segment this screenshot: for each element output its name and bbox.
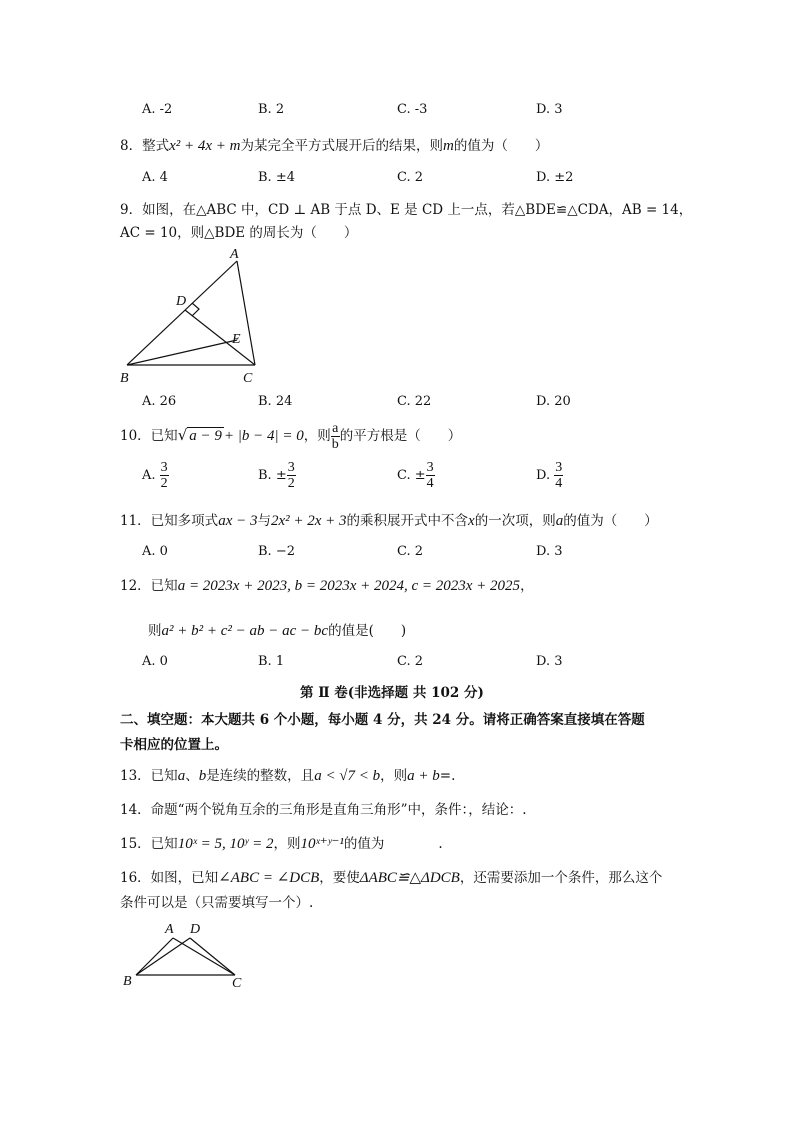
q13-stem: 13．已知a、b是连续的整数，且a < √7 < b，则a + b=. <box>120 768 456 784</box>
q16-segment-dc <box>190 938 235 975</box>
q11-option-d: D. 3 <box>536 544 563 559</box>
q9-label-e: E <box>232 332 241 347</box>
section2-instructions-line2: 卡相应的位置上。 <box>120 737 228 753</box>
q9-segment-ba <box>127 261 237 365</box>
q12-option-a: A. 0 <box>142 654 168 669</box>
q15-stem: 15．已知10ˣ = 5, 10ʸ = 2，则10ˣ⁺ʸ⁻¹的值为 . <box>120 836 443 852</box>
q9-segment-dc <box>185 310 255 365</box>
q8-option-b: B. ±4 <box>258 170 295 185</box>
q7-option-a: A. -2 <box>142 102 173 117</box>
q10-fraction: $\frac{a}{b}$ <box>331 421 339 452</box>
q9-segment-ac <box>237 261 255 365</box>
q10-option-a: A. $\frac{3}{2}$ <box>142 460 168 491</box>
q8-stem: 8．整式x² + 4x + m为某完全平方式展开后的结果，则m的值为（ ） <box>120 138 549 154</box>
q7-option-c: C. -3 <box>397 102 428 117</box>
q16-label-c: C <box>232 976 242 990</box>
q9-option-c: C. 22 <box>397 394 432 409</box>
q12-stem-line1: 12．已知a = 2023x + 2023, b = 2023x + 2024, c = 2023x + 2025， <box>120 578 534 594</box>
q9-stem-line1: 9．如图，在△ABC 中，CD ⊥ AB 于点 D、E 是 CD 上一点，若△BDE≌△CDA，AB = 14， <box>120 202 693 218</box>
q9-right-angle-mark <box>192 303 199 316</box>
q12-stem-line2: 则a² + b² + c² − ab − ac − bc的值是( ) <box>148 623 407 639</box>
q11-option-a: A. 0 <box>142 544 168 559</box>
q11-option-b: B. −2 <box>258 544 295 559</box>
q12-option-c: C. 2 <box>397 654 424 669</box>
q9-segment-be <box>127 340 237 365</box>
q9-option-a: A. 26 <box>142 394 177 409</box>
q9-option-d: D. 20 <box>536 394 571 409</box>
q9-label-d: D <box>176 294 187 309</box>
q14-stem: 14．命题“两个锐角互余的三角形是直角三角形”中，条件：，结论：. <box>120 802 527 818</box>
q16-label-b: B <box>123 974 132 989</box>
q10-option-c: C. ± $\frac{3}{4}$ <box>397 460 434 491</box>
section2-instructions-line1: 二、填空题：本大题共 6 个小题，每小题 4 分，共 24 分。请将正确答案直接填在答题 <box>120 712 645 728</box>
q9-option-b: B. 24 <box>258 394 293 409</box>
q16-label-d: D <box>190 922 201 937</box>
q9-label-c: C <box>243 371 253 386</box>
q10-option-b: B. ± $\frac{3}{2}$ <box>258 460 295 491</box>
q16-stem-line1: 16．如图，已知∠ABC = ∠DCB，要使ΔABC≌△ΔDCB，还需要添加一个条件，那么这个 <box>120 870 663 886</box>
q16-label-a: A <box>165 922 174 937</box>
q11-option-c: C. 2 <box>397 544 424 559</box>
q11-stem: 11．已知多项式ax − 3与2x² + 2x + 3的乘积展开式中不含x的一次项，则a的值为（ ） <box>120 513 658 529</box>
q9-stem-line2: AC = 10，则△BDE 的周长为（ ） <box>120 225 358 241</box>
q16-segment-ba <box>136 938 173 975</box>
q12-option-b: B. 1 <box>258 654 285 669</box>
q9-triangle-figure <box>115 242 275 387</box>
q7-option-d: D. 3 <box>536 102 563 117</box>
q16-segment-bd <box>136 938 190 975</box>
q10-option-d: D. $\frac{3}{4}$ <box>536 460 563 491</box>
section2-title: 第 Ⅱ 卷(非选择题 共 102 分) <box>300 685 484 701</box>
q16-stem-line2: 条件可以是（只需要填写一个）. <box>120 895 314 911</box>
q8-option-d: D. ±2 <box>536 170 574 185</box>
q16-triangles-figure <box>118 918 248 990</box>
q12-option-d: D. 3 <box>536 654 563 669</box>
q9-label-b: B <box>120 371 129 386</box>
q8-option-a: A. 4 <box>142 170 168 185</box>
q10-stem: 10．已知√ a − 9 + |b − 4| = 0，则 $\frac{a}{b}$ 的平方根是（ ） <box>120 421 462 452</box>
q8-option-c: C. 2 <box>397 170 424 185</box>
q7-option-b: B. 2 <box>258 102 285 117</box>
q9-label-a: A <box>230 247 239 262</box>
